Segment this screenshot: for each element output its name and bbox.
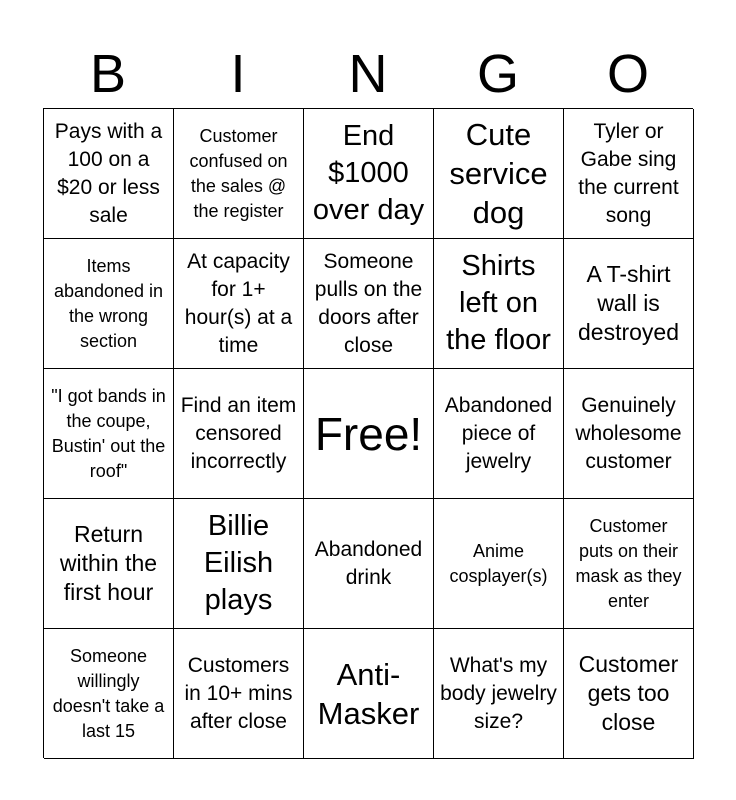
- bingo-cell[interactable]: Customer confused on the sales @ the register: [174, 109, 304, 239]
- header-letter-n: N: [348, 44, 388, 104]
- bingo-cell[interactable]: What's my body jewelry size?: [434, 629, 564, 759]
- bingo-board: [43, 108, 693, 758]
- bingo-cell[interactable]: Shirts left on the floor: [434, 239, 564, 369]
- bingo-cell[interactable]: Customer puts on their mask as they enter: [564, 499, 694, 629]
- header-letter-o: O: [606, 44, 649, 104]
- bingo-cell[interactable]: Tyler or Gabe sing the current song: [564, 109, 694, 239]
- bingo-cell[interactable]: Cute service dog: [434, 109, 564, 239]
- header-letter-g: G: [476, 44, 519, 104]
- bingo-cell[interactable]: Billie Eilish plays: [174, 499, 304, 629]
- bingo-cell[interactable]: Customer gets too close: [564, 629, 694, 759]
- bingo-cell[interactable]: "I got bands in the coupe, Bustin' out the roof": [44, 369, 174, 499]
- bingo-cell[interactable]: Abandoned drink: [304, 499, 434, 629]
- bingo-cell[interactable]: Items abandoned in the wrong section: [44, 239, 174, 369]
- bingo-cell[interactable]: Abandoned piece of jewelry: [434, 369, 564, 499]
- bingo-header: [43, 40, 693, 108]
- bingo-cell[interactable]: Someone pulls on the doors after close: [304, 239, 434, 369]
- bingo-cell[interactable]: Anime cosplayer(s): [434, 499, 564, 629]
- bingo-cell[interactable]: A T-shirt wall is destroyed: [564, 239, 694, 369]
- bingo-cell[interactable]: Genuinely wholesome customer: [564, 369, 694, 499]
- bingo-cell[interactable]: Find an item censored incorrectly: [174, 369, 304, 499]
- bingo-cell[interactable]: At capacity for 1+ hour(s) at a time: [174, 239, 304, 369]
- free-space-cell[interactable]: Free!: [304, 369, 434, 499]
- header-letter-i: I: [230, 44, 246, 104]
- bingo-cell[interactable]: Anti-Masker: [304, 629, 434, 759]
- header-letter-b: B: [89, 44, 127, 104]
- bingo-cell[interactable]: Pays with a 100 on a $20 or less sale: [44, 109, 174, 239]
- bingo-cell[interactable]: Return within the first hour: [44, 499, 174, 629]
- bingo-cell[interactable]: End $1000 over day: [304, 109, 434, 239]
- bingo-cell[interactable]: Someone willingly doesn't take a last 15: [44, 629, 174, 759]
- bingo-cell[interactable]: Customers in 10+ mins after close: [174, 629, 304, 759]
